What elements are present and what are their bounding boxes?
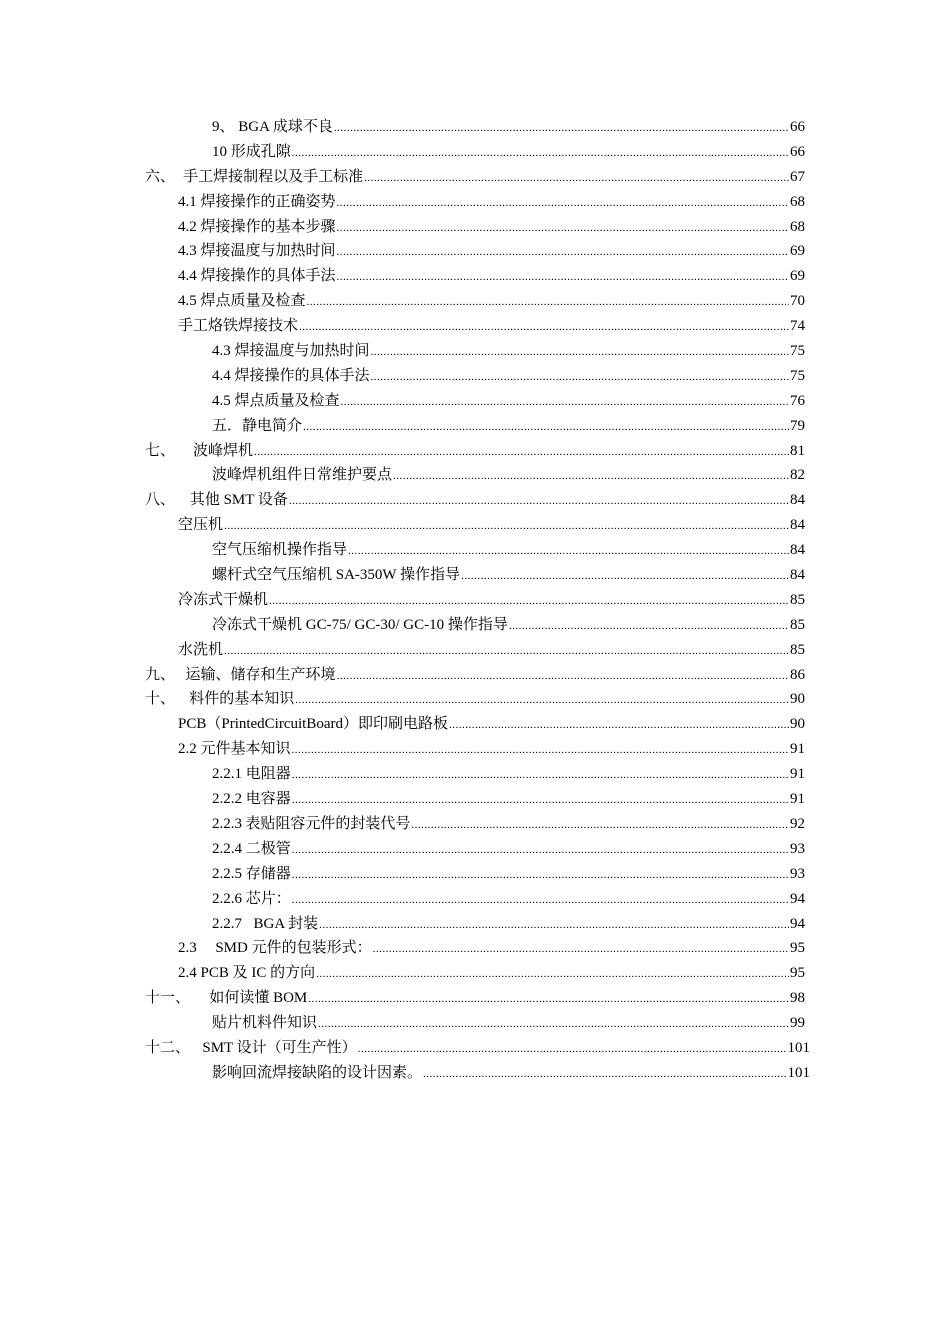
toc-page-number: 68 <box>790 218 805 235</box>
toc-entry[interactable] <box>0 737 950 762</box>
toc-entry-title: 波峰焊机 <box>192 442 253 459</box>
toc-entry-number: 十一、 <box>145 990 191 1007</box>
toc-page-number: 76 <box>790 392 805 409</box>
toc-page-number: 93 <box>790 840 805 857</box>
toc-entry[interactable] <box>0 936 950 961</box>
toc-page-number: 91 <box>790 741 805 758</box>
toc-entry-title: 波峰焊机组件日常维护要点 <box>212 467 393 484</box>
toc-entry-title: 2.2.4 二极管 <box>212 840 291 857</box>
toc-dot-leader <box>364 166 789 191</box>
toc-entry-title: 运输、储存和生产环境 <box>185 666 336 683</box>
toc-page-number: 84 <box>790 492 805 509</box>
toc-entry[interactable] <box>0 837 950 862</box>
toc-dot-leader <box>341 390 789 415</box>
toc-dot-leader <box>371 365 789 390</box>
toc-dot-leader <box>269 589 789 614</box>
toc-page-number: 69 <box>790 243 805 260</box>
toc-entry[interactable] <box>0 1036 950 1061</box>
toc-dot-leader <box>358 1037 787 1062</box>
toc-page-number: 74 <box>790 318 805 335</box>
toc-page-number: 85 <box>790 616 805 633</box>
toc-page-number: 101 <box>787 1064 810 1081</box>
toc-entry-title: 五．静电简介 <box>212 417 303 434</box>
toc-entry[interactable] <box>0 463 950 488</box>
toc-entry-title: 4.3 焊接温度与加热时间 <box>212 343 370 360</box>
toc-entry[interactable] <box>0 364 950 389</box>
toc-entry[interactable] <box>0 1011 950 1036</box>
toc-entry-number: 十、 <box>145 691 176 708</box>
toc-dot-leader <box>299 315 789 340</box>
toc-page-number: 75 <box>790 343 805 360</box>
toc-entry-title: 10 形成孔隙 <box>212 143 291 160</box>
toc-dot-leader <box>318 1012 789 1037</box>
toc-entry-number: 2.2.7 <box>212 915 242 932</box>
toc-entry-number: 2.2.3 <box>212 815 242 832</box>
toc-entry[interactable] <box>0 439 950 464</box>
toc-dot-leader <box>411 813 789 838</box>
toc-dot-leader <box>289 489 789 514</box>
toc-page-number: 82 <box>790 467 805 484</box>
toc-dot-leader <box>348 539 789 564</box>
toc-entry[interactable] <box>0 414 950 439</box>
toc-page-number: 85 <box>790 641 805 658</box>
toc-dot-leader <box>303 415 789 440</box>
toc-entry-title: BGA 封装 <box>253 915 319 932</box>
toc-entry-title: 4.5 焊点质量及检查 <box>212 392 340 409</box>
toc-page-number: 91 <box>790 766 805 783</box>
toc-dot-leader <box>509 614 789 639</box>
toc-dot-leader <box>337 191 789 216</box>
toc-entry[interactable] <box>0 862 950 887</box>
toc-entry-title: 2.2 元件基本知识 <box>178 741 291 758</box>
toc-dot-leader <box>393 464 789 489</box>
toc-entry[interactable] <box>0 190 950 215</box>
toc-dot-leader <box>224 639 789 664</box>
toc-dot-leader <box>423 1062 786 1087</box>
toc-entry[interactable] <box>0 613 950 638</box>
toc-entry-title: PCB（PrintedCircuitBoard）即印刷电路板 <box>178 716 449 733</box>
toc-entry[interactable] <box>0 339 950 364</box>
toc-page-number: 66 <box>790 143 805 160</box>
toc-entry-title: 9、 BGA 成球不良 <box>212 119 333 135</box>
toc-entry-number: 八、 <box>145 492 176 509</box>
toc-entry-title: 2.2.5 存储器 <box>212 865 291 882</box>
toc-entry[interactable] <box>0 289 950 314</box>
toc-entry[interactable] <box>0 588 950 613</box>
toc-entry-title: 表贴阻容元件的封装代号 <box>245 815 411 832</box>
toc-entry[interactable] <box>0 812 950 837</box>
toc-entry[interactable] <box>0 115 950 140</box>
toc-dot-leader <box>292 763 789 788</box>
toc-page-number: 92 <box>790 815 805 832</box>
toc-entry-title: 空压机 <box>178 517 224 534</box>
toc-entry-title: 冷冻式干燥机 <box>178 591 269 608</box>
toc-entry-title: SMD 元件的包装形式： <box>215 940 372 957</box>
toc-page-number: 85 <box>790 591 805 608</box>
toc-page-number: 68 <box>790 193 805 210</box>
toc-page-number: 81 <box>790 442 805 459</box>
toc-entry-title: 手工焊接制程以及手工标准 <box>183 168 364 185</box>
toc-page-number: 79 <box>790 417 805 434</box>
toc-dot-leader <box>295 688 789 713</box>
toc-dot-leader <box>337 240 789 265</box>
toc-entry-title: 如何读懂 BOM <box>209 990 308 1007</box>
toc-entry-title: 4.2 焊接操作的基本步骤 <box>178 218 336 235</box>
toc-dot-leader <box>307 290 789 315</box>
toc-entry[interactable] <box>0 986 950 1011</box>
toc-entry[interactable] <box>0 140 950 165</box>
toc-page-number: 66 <box>790 119 805 135</box>
toc-page-number: 94 <box>790 915 805 932</box>
toc-entry[interactable] <box>0 787 950 812</box>
toc-entry-title: 水洗机 <box>178 641 224 658</box>
toc-entry[interactable] <box>0 712 950 737</box>
table-of-contents <box>0 115 950 1086</box>
toc-dot-leader <box>292 141 789 166</box>
toc-entry-title: 手工烙铁焊接技术 <box>178 318 299 335</box>
toc-entry-title: 料件的基本知识 <box>189 691 295 708</box>
toc-page-number: 67 <box>790 168 805 185</box>
toc-entry[interactable] <box>0 687 950 712</box>
toc-entry-title: 2.4 PCB 及 IC 的方向 <box>178 965 316 982</box>
toc-entry-title: 4.5 焊点质量及检查 <box>178 293 306 310</box>
toc-entry[interactable] <box>0 1061 950 1086</box>
toc-entry[interactable] <box>0 538 950 563</box>
toc-entry-title: 4.4 焊接操作的具体手法 <box>178 268 336 285</box>
toc-page-number: 94 <box>790 890 805 907</box>
toc-entry[interactable] <box>0 264 950 289</box>
toc-entry[interactable] <box>0 663 950 688</box>
toc-entry-title: 冷冻式干燥机 GC-75/ GC-30/ GC-10 操作指导 <box>212 616 508 633</box>
toc-dot-leader <box>334 116 789 141</box>
toc-dot-leader <box>292 863 789 888</box>
toc-dot-leader <box>319 913 789 938</box>
toc-dot-leader <box>292 788 789 813</box>
toc-page-number: 86 <box>790 666 805 683</box>
toc-entry-number: 七、 <box>145 442 176 459</box>
toc-entry[interactable] <box>0 912 950 937</box>
toc-entry-title: SMT 设计（可生产性） <box>202 1039 357 1056</box>
toc-entry[interactable] <box>0 513 950 538</box>
toc-entry-title: 贴片机料件知识 <box>212 1015 318 1032</box>
toc-dot-leader <box>308 987 789 1012</box>
toc-page-number: 95 <box>790 965 805 982</box>
toc-dot-leader <box>337 664 789 689</box>
toc-page-number: 84 <box>790 517 805 534</box>
toc-entry-number: 2.3 <box>178 940 197 957</box>
toc-dot-leader <box>224 514 789 539</box>
toc-entry-title: 空气压缩机操作指导 <box>212 542 348 559</box>
toc-entry[interactable] <box>0 314 950 339</box>
toc-dot-leader <box>292 888 789 913</box>
toc-page-number: 95 <box>790 940 805 957</box>
toc-page-number: 93 <box>790 865 805 882</box>
toc-entry-title: 4.4 焊接操作的具体手法 <box>212 367 370 384</box>
toc-page-number: 91 <box>790 791 805 808</box>
toc-page-number: 98 <box>790 990 805 1007</box>
toc-page-number: 75 <box>790 367 805 384</box>
toc-dot-leader <box>337 216 789 241</box>
toc-entry-number: 十二、 <box>145 1039 191 1056</box>
toc-dot-leader <box>292 838 789 863</box>
toc-entry-title: 影响回流焊接缺陷的设计因素。 <box>212 1064 423 1081</box>
toc-dot-leader <box>337 265 789 290</box>
toc-dot-leader <box>461 564 789 589</box>
toc-page-number: 69 <box>790 268 805 285</box>
toc-entry-title: 4.1 焊接操作的正确姿势 <box>178 193 336 210</box>
toc-entry[interactable] <box>0 563 950 588</box>
toc-entry[interactable] <box>0 961 950 986</box>
toc-dot-leader <box>254 440 789 465</box>
toc-entry-number: 九、 <box>145 666 176 683</box>
toc-page-number: 84 <box>790 542 805 559</box>
toc-entry-title: 2.2.2 电容器 <box>212 791 291 808</box>
toc-dot-leader <box>316 962 789 987</box>
toc-entry-number: 六、 <box>145 168 176 185</box>
toc-page-number: 99 <box>790 1015 805 1032</box>
toc-entry[interactable] <box>0 215 950 240</box>
toc-entry[interactable] <box>0 762 950 787</box>
toc-entry[interactable] <box>0 165 950 190</box>
toc-entry[interactable] <box>0 488 950 513</box>
toc-page-number: 90 <box>790 716 805 733</box>
toc-dot-leader <box>449 713 789 738</box>
toc-dot-leader <box>373 937 789 962</box>
toc-entry[interactable] <box>0 887 950 912</box>
toc-dot-leader <box>371 340 789 365</box>
toc-dot-leader <box>292 738 789 763</box>
toc-entry-title: 4.3 焊接温度与加热时间 <box>178 243 336 260</box>
toc-page-number: 70 <box>790 293 805 310</box>
toc-entry[interactable] <box>0 239 950 264</box>
toc-entry-title: 其他 SMT 设备 <box>189 492 288 509</box>
toc-entry-title: 2.2.6 芯片： <box>212 890 291 907</box>
toc-page-number: 84 <box>790 567 805 584</box>
toc-entry-title: 螺杆式空气压缩机 SA-350W 操作指导 <box>212 567 461 584</box>
toc-page-number: 90 <box>790 691 805 708</box>
toc-entry-title: 2.2.1 电阻器 <box>212 766 291 783</box>
toc-entry[interactable] <box>0 389 950 414</box>
toc-entry[interactable] <box>0 638 950 663</box>
toc-page-number: 101 <box>787 1039 810 1056</box>
